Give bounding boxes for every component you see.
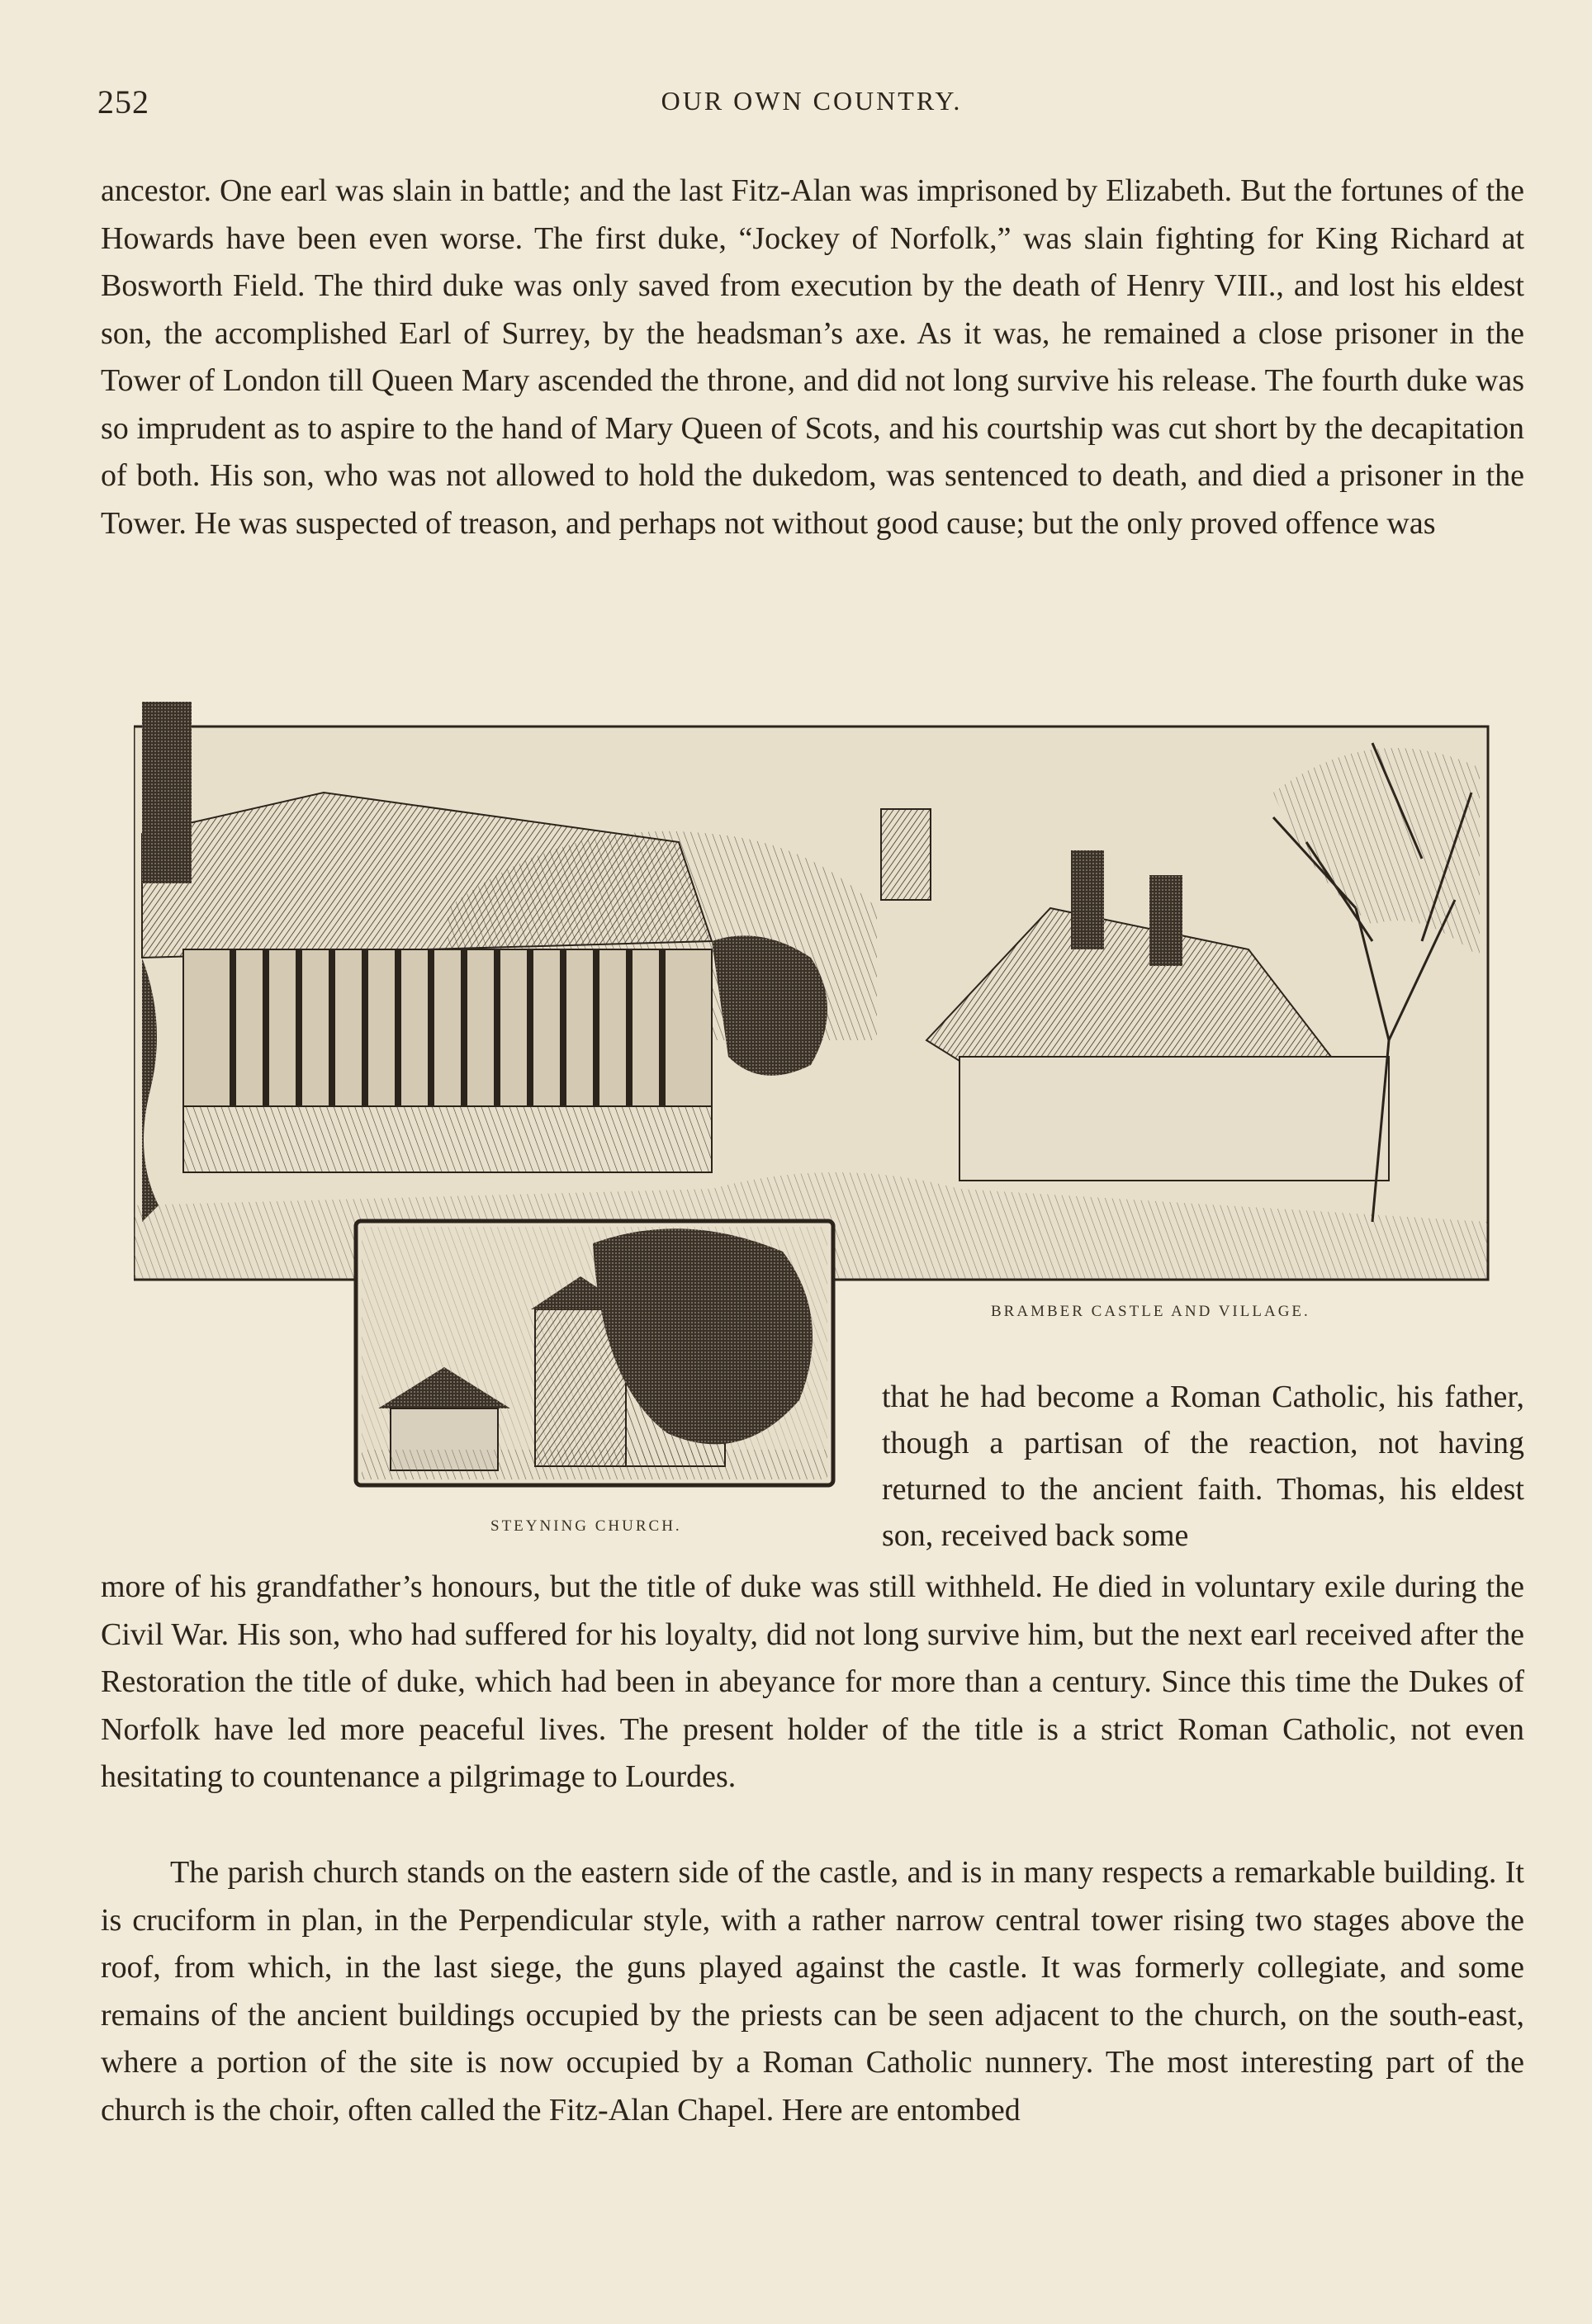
- running-title: OUR OWN COUNTRY.: [661, 86, 963, 116]
- wrap-text: that he had become a Roman Catholic, his father, though a partisan of the reaction, not having returned to the ancient faith. Thomas, his eldest son, received back some: [882, 1380, 1524, 1553]
- bramber-castle-engraving: [134, 693, 1490, 1281]
- main-illustration-caption: BRAMBER CASTLE AND VILLAGE.: [991, 1303, 1310, 1320]
- inset-illustration-caption: STEYNING CHURCH.: [490, 1517, 682, 1535]
- steyning-church-engraving: [353, 1219, 836, 1488]
- page-header: [97, 83, 1526, 132]
- paragraph-top: ancestor. One earl was slain in battle; and the last Fitz-Alan was imprisoned by Elizabeth. But the fortunes of the Howards have been even worse. The first duke, “Jockey of Norfolk,” was slain fighting for King Richard at Bosworth Field. The third duke was only saved from execution by the death of Henry VIII., and lost his eldest son, the accomplished Earl of Surrey, by the headsman’s axe. As it was, he remained a close prisoner in the Tower of London till Queen Mary ascended the throne, and did not long survive his release. The fourth duke was so imprudent as to aspire to the hand of Mary Queen of Scots, and his courtship was cut short by the decapitation of both. His son, who was not allowed to hold the dukedom, was sentenced to death, and died a prisoner in the Tower. He was suspected of treason, and perhaps not without good cause; but the only proved offence was: [101, 173, 1524, 541]
- page-number: 252: [97, 83, 149, 121]
- paragraph-continued: more of his grandfather’s honours, but the title of duke was still withheld. He died in voluntary exile during the Civil War. His son, who had suffered for his loyalty, did not long survive him, but the next earl received after the Restoration the title of duke, which had been in abeyance for more than a century. Since this time the Dukes of Norfolk have led more peaceful lives. The present holder of the title is a strict Roman Catholic, not even hesitating to countenance a pilgrimage to Lourdes.: [101, 1569, 1524, 1794]
- paragraph-church: The parish church stands on the eastern side of the castle, and is in many respects a remarkable building. It is cruciform in plan, in the Perpendicular style, with a rather narrow central tower rising two stages above the roof, from which, in the last siege, the guns played against the castle. It was formerly collegiate, and some remains of the ancient buildings occupied by the priests can be seen adjacent to the church, on the south-east, where a portion of the site is now occupied by a Roman Catholic nunnery. The most interesting part of the church is the choir, often called the Fitz-Alan Chapel. Here are entombed: [101, 1855, 1524, 2128]
